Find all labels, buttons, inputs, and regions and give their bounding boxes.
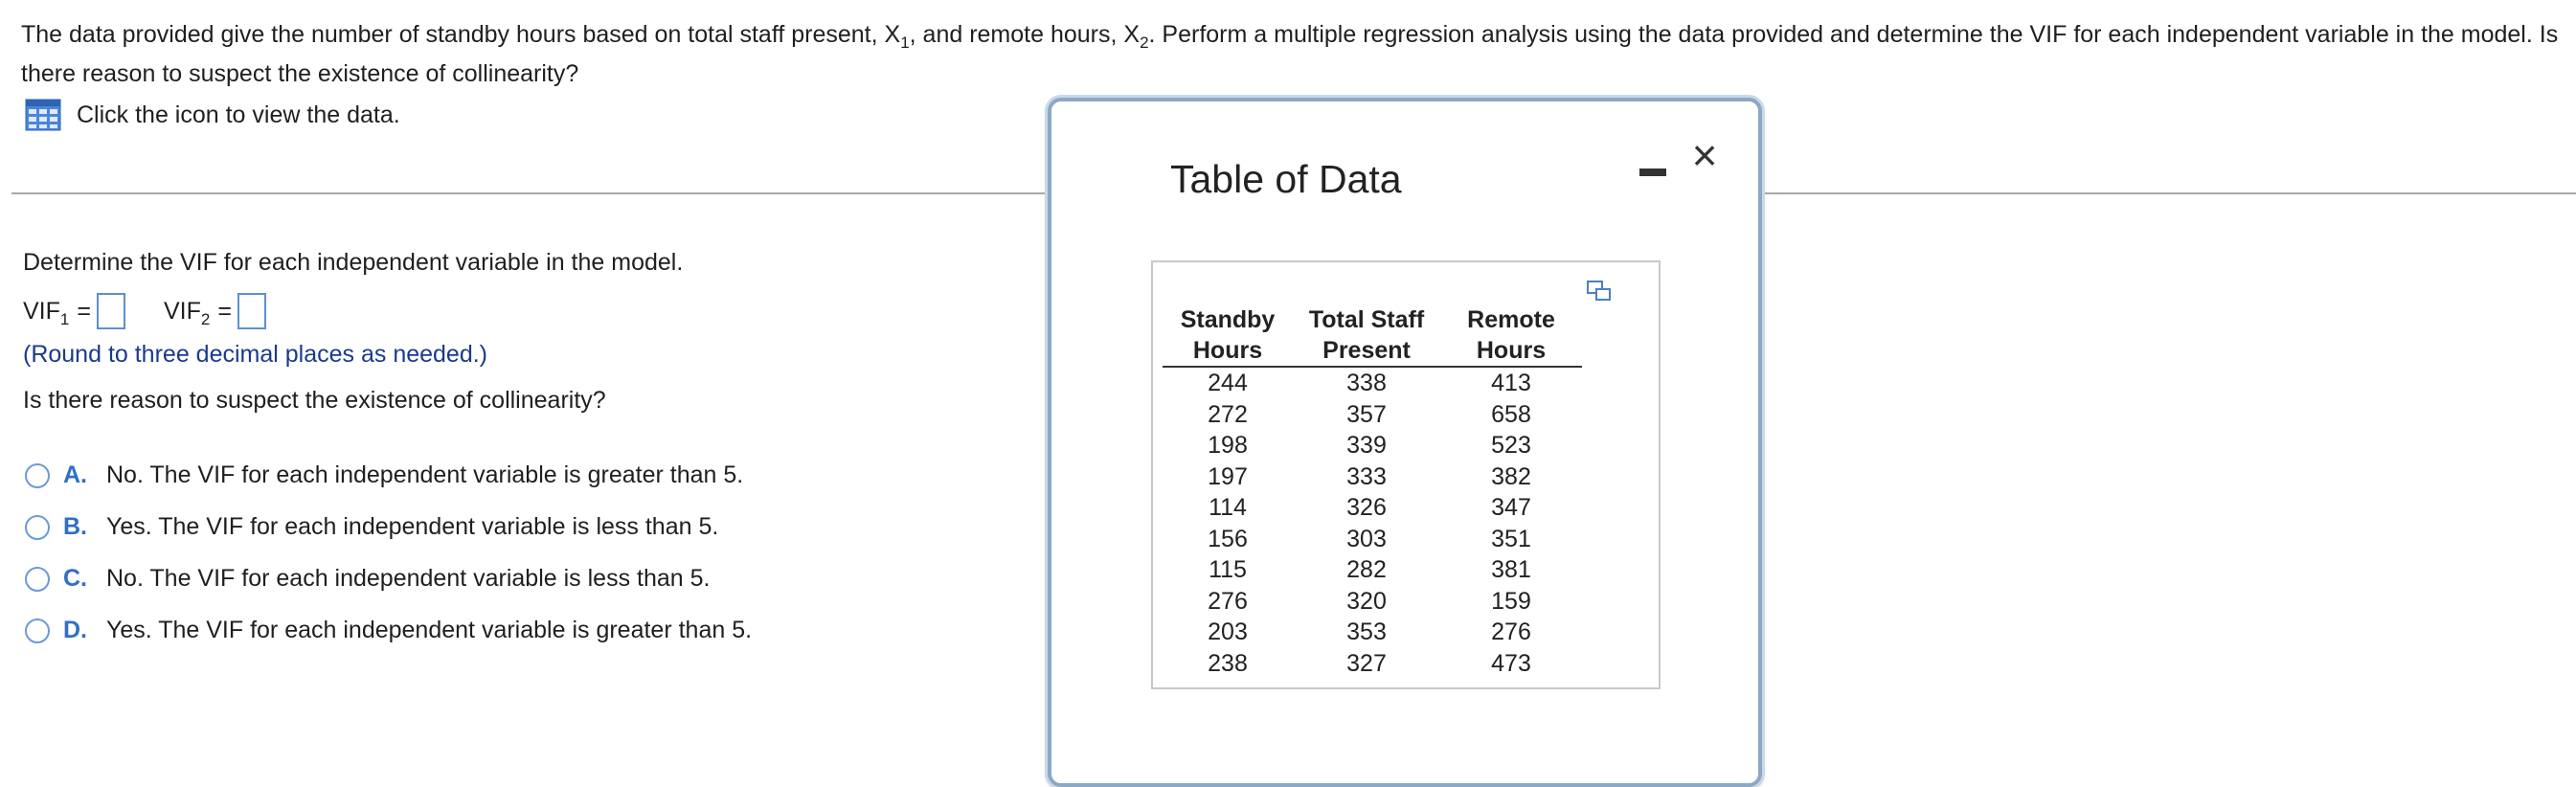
vif-row bbox=[23, 293, 266, 329]
col-header: Standby bbox=[1180, 306, 1276, 333]
table-row bbox=[1163, 617, 1582, 648]
option-a[interactable]: A. No. The VIF for each independent variable is greater than 5. bbox=[25, 461, 743, 489]
col-header: Hours bbox=[1440, 335, 1582, 367]
data-table-dialog bbox=[1048, 98, 1762, 787]
table-cell: 333 bbox=[1346, 462, 1387, 490]
data-table-frame bbox=[1151, 260, 1661, 689]
data-table bbox=[1163, 304, 1582, 679]
table-cell: 658 bbox=[1491, 400, 1531, 428]
table-cell: 523 bbox=[1491, 432, 1531, 459]
table-cell: 381 bbox=[1491, 556, 1531, 583]
option-b[interactable]: B. Yes. The VIF for each independent variable is less than 5. bbox=[25, 513, 718, 541]
table-row bbox=[1163, 367, 1582, 399]
copy-icon[interactable] bbox=[1586, 280, 1613, 303]
table-cell: 339 bbox=[1346, 432, 1387, 459]
table-row bbox=[1163, 492, 1582, 524]
col-header: Present bbox=[1293, 335, 1440, 367]
option-d-radio[interactable] bbox=[25, 618, 50, 643]
question-text: The data provided give the number of standby hours based on total staff present, $X_1$, and remote hours, $X_2$. Perform a multiple regression analysis using the data provided and determine the VIF for each independent variable in the model. Is there reason to suspect the existence of collinearity? bbox=[21, 21, 2559, 87]
table-cell: 338 bbox=[1346, 370, 1387, 396]
table-row bbox=[1163, 524, 1582, 555]
option-a-radio[interactable] bbox=[25, 463, 50, 488]
table-cell: 357 bbox=[1346, 400, 1387, 428]
option-d[interactable]: D. Yes. The VIF for each independent variable is greater than 5. bbox=[25, 617, 752, 644]
table-cell: 320 bbox=[1346, 587, 1387, 615]
collinearity-question: Is there reason to suspect the existence of collinearity? bbox=[23, 387, 606, 414]
minimize-icon[interactable] bbox=[1636, 155, 1670, 184]
vif1-label: $VIF_1$ bbox=[23, 297, 70, 328]
table-cell: 156 bbox=[1208, 525, 1248, 552]
table-cell: 238 bbox=[1208, 649, 1248, 677]
table-row bbox=[1163, 554, 1582, 586]
col-header: Hours bbox=[1163, 335, 1293, 367]
table-row bbox=[1163, 461, 1582, 493]
table-cell: 351 bbox=[1491, 525, 1531, 552]
col-header: Remote bbox=[1467, 306, 1555, 333]
view-data-link[interactable] bbox=[25, 98, 400, 132]
table-cell: 115 bbox=[1209, 556, 1247, 583]
table-cell: 326 bbox=[1346, 494, 1387, 521]
table-cell: 198 bbox=[1208, 432, 1248, 459]
table-cell: 114 bbox=[1209, 494, 1247, 521]
col-header: Total Staff bbox=[1308, 306, 1425, 333]
header-row bbox=[1163, 335, 1582, 367]
table-cell: 382 bbox=[1491, 462, 1531, 490]
option-b-radio[interactable] bbox=[25, 515, 50, 540]
dialog-title: Table of Data bbox=[1170, 157, 1402, 201]
view-data-label[interactable]: Click the icon to view the data. bbox=[77, 101, 400, 128]
vif1-input[interactable] bbox=[97, 293, 125, 329]
table-cell: 159 bbox=[1491, 587, 1531, 615]
table-cell: 197 bbox=[1208, 462, 1248, 490]
table-cell: 327 bbox=[1346, 649, 1387, 677]
table-cell: 282 bbox=[1346, 556, 1387, 583]
table-cell: 276 bbox=[1208, 587, 1248, 615]
vif1-equals: = bbox=[77, 297, 91, 325]
table-row bbox=[1163, 586, 1582, 618]
table-cell: 303 bbox=[1346, 525, 1387, 552]
table-cell: 276 bbox=[1491, 618, 1531, 645]
vif-prompt: Determine the VIF for each independent variable in the model. bbox=[23, 249, 684, 276]
vif2-label: $VIF_2$ bbox=[163, 297, 211, 328]
header-row bbox=[1163, 304, 1582, 335]
table-cell: 347 bbox=[1491, 494, 1531, 521]
option-c[interactable]: C. No. The VIF for each independent variable is less than 5. bbox=[25, 565, 710, 593]
table-cell: 413 bbox=[1491, 370, 1531, 396]
table-row bbox=[1163, 648, 1582, 680]
table-cell: 353 bbox=[1346, 618, 1387, 645]
table-cell: 473 bbox=[1491, 649, 1531, 677]
grid-icon[interactable] bbox=[25, 99, 61, 131]
table-cell: 272 bbox=[1208, 400, 1248, 428]
table-row bbox=[1163, 399, 1582, 431]
vif2-equals: = bbox=[217, 297, 232, 325]
table-cell: 203 bbox=[1208, 618, 1248, 645]
rounding-hint: (Round to three decimal places as needed.) bbox=[23, 341, 488, 368]
table-cell: 244 bbox=[1208, 370, 1248, 396]
table-row bbox=[1163, 430, 1582, 461]
option-c-radio[interactable] bbox=[25, 567, 50, 592]
vif2-input[interactable] bbox=[237, 293, 266, 329]
close-icon[interactable]: × bbox=[1691, 130, 1718, 180]
